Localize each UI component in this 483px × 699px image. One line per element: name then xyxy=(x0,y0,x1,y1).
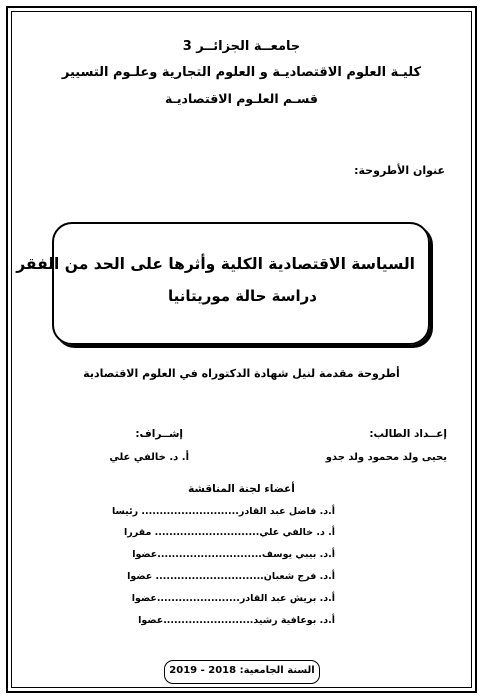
committee-member: أ.د. فاضل عبد القادر........................... رئيسا xyxy=(111,506,335,517)
committee-member: أ.د. بوعافية رشيد.........................عضوا xyxy=(138,615,335,626)
page-border-inner xyxy=(11,11,472,688)
thesis-title-line2: دراسة حالة موريتانيا xyxy=(167,287,317,305)
faculty-name: كليـة العلوم الاقتصاديـة و العلوم التجارية وعلـوم التسيير xyxy=(61,65,422,80)
supervisor-label: إشــراف: xyxy=(135,428,183,440)
thesis-title-box xyxy=(52,222,430,345)
academic-year: السنة الجامعية: 2018 - 2019 xyxy=(169,665,315,676)
committee-member: أ.د. فرج شعبان.............................. عضوا xyxy=(127,571,335,582)
thesis-subtitle: أطروحة مقدمة لنيل شهادة الدكتوراه في العلوم الاقتصادية xyxy=(83,367,400,380)
university-name: جامعــة الجزائــر 3 xyxy=(182,39,301,54)
committee-member: أ.د. بريش عبد القادر.......................عضوا xyxy=(131,593,335,604)
supervisor-name: أ. د. خالفي علي xyxy=(109,452,189,463)
department-name: قسـم العلـوم الاقتصاديـة xyxy=(165,91,318,106)
thesis-title-line1: السياسة الاقتصادية الكلية وأثرها على الحد من الفقر xyxy=(16,255,415,273)
student-name: يحيى ولد محمود ولد جدو xyxy=(325,452,447,463)
committee-title: أعضاء لجنة المناقشة xyxy=(188,483,295,495)
thesis-title-label: عنوان الأطروحة: xyxy=(354,164,445,177)
committee-member: أ.د. بيبي يوسف.............................عضوا xyxy=(132,549,335,560)
committee-member: أ. د. خالفي علي............................. مقررا xyxy=(124,527,335,538)
student-label: إعــداد الطالب: xyxy=(369,428,447,440)
